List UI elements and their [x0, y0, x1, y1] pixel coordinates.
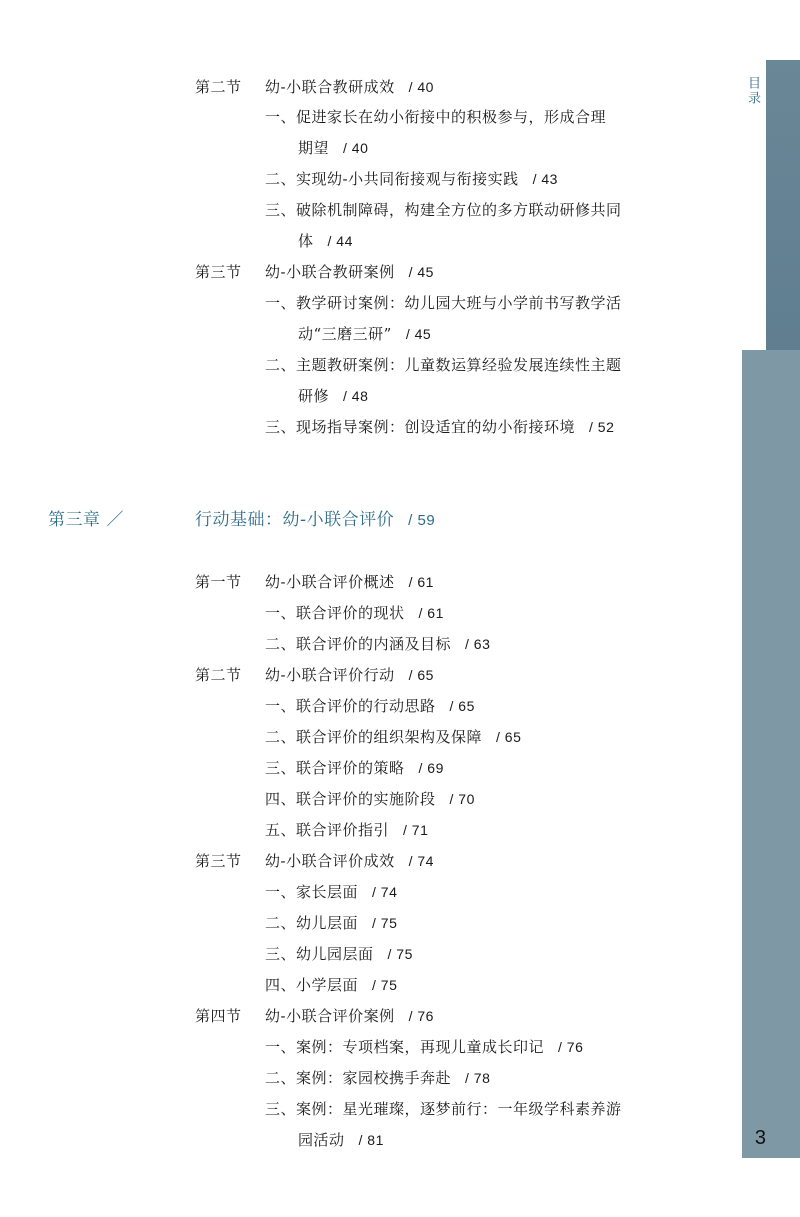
toc-item-row	[265, 974, 397, 996]
toc-page-ref: / 81	[358, 1132, 384, 1148]
toc-item-row	[265, 757, 444, 779]
toc-page-ref: / 40	[408, 79, 434, 95]
toc-entry-title: 四、小学层面	[265, 976, 359, 994]
section-label: 第四节	[195, 1007, 242, 1025]
toc-page-ref: / 75	[372, 915, 398, 931]
toc-cont-row	[298, 137, 368, 159]
toc-section-row	[195, 261, 434, 283]
toc-entry-title: 三、案例：星光璀璨，逐梦前行：一年级学科素养游	[265, 1100, 622, 1118]
section-label: 第一节	[195, 573, 242, 591]
toc-entry-title: 一、促进家长在幼小衔接中的积极参与，形成合理	[265, 108, 607, 126]
toc-entry-title: 体	[298, 232, 314, 250]
toc-entry-title: 五、联合评价指引	[265, 821, 390, 839]
toc-entry-title: 二、主题教研案例：儿童数运算经验发展连续性主题	[265, 356, 622, 374]
toc-entry-title: 二、联合评价的组织架构及保障	[265, 728, 483, 746]
toc-page-ref: / 65	[408, 667, 434, 683]
toc-item-row	[265, 1036, 583, 1058]
toc-page-ref: / 71	[403, 822, 429, 838]
toc-item-row	[265, 881, 397, 903]
toc-cont-row	[298, 1129, 384, 1151]
toc-item-row	[265, 292, 622, 314]
toc-entry-title: 园活动	[298, 1131, 345, 1149]
toc-page-ref: / 70	[449, 791, 475, 807]
toc-page-ref: / 45	[408, 264, 434, 280]
toc-entry-title: 幼-小联合评价行动	[265, 666, 395, 684]
toc-entry-title: 幼-小联合评价成效	[265, 852, 395, 870]
toc-page-ref: / 78	[465, 1070, 491, 1086]
toc-item-row	[265, 943, 413, 965]
toc-cont-row	[298, 230, 353, 252]
toc-item-row	[265, 168, 558, 190]
toc-item-row	[265, 819, 428, 841]
toc-entry-title: 二、联合评价的内涵及目标	[265, 635, 452, 653]
toc-page-ref: / 61	[408, 574, 434, 590]
toc-page-ref: / 40	[343, 140, 369, 156]
toc-item-row	[265, 416, 614, 438]
toc-page-ref: / 43	[532, 171, 558, 187]
sidebar-tab	[742, 60, 766, 350]
toc-section-row	[195, 850, 434, 872]
toc-item-row	[265, 633, 490, 655]
toc-entry-title: 研修	[298, 387, 330, 405]
toc-page-ref: / 63	[465, 636, 491, 652]
toc-page-ref: / 48	[343, 388, 369, 404]
toc-page-ref: / 75	[372, 977, 398, 993]
toc-item-row	[265, 788, 475, 810]
toc-chapter-row	[48, 509, 435, 532]
toc-entry-title: 一、教学研讨案例：幼儿园大班与小学前书写教学活	[265, 294, 622, 312]
toc-entry-title: 行动基础：幼-小联合评价	[195, 510, 395, 530]
toc-page-ref: / 69	[418, 760, 444, 776]
page-number: 3	[754, 1127, 766, 1149]
toc-entry-title: 三、现场指导案例：创设适宜的幼小衔接环境	[265, 418, 576, 436]
toc-page-ref: / 76	[558, 1039, 584, 1055]
toc-item-row	[265, 912, 397, 934]
toc-entry-title: 幼-小联合教研成效	[265, 78, 395, 96]
toc-item-row	[265, 354, 622, 376]
toc-entry-title: 一、联合评价的现状	[265, 604, 405, 622]
toc-item-row	[265, 726, 521, 748]
toc-page-ref: / 52	[589, 419, 615, 435]
toc-entry-title: 一、家长层面	[265, 883, 359, 901]
toc-cont-row	[298, 385, 368, 407]
toc-section-row	[195, 76, 434, 98]
toc-entry-title: 幼-小联合评价案例	[265, 1007, 395, 1025]
toc-page-ref: / 74	[408, 853, 434, 869]
toc-entry-title: 幼-小联合评价概述	[265, 573, 395, 591]
toc-entry-title: 一、联合评价的行动思路	[265, 697, 436, 715]
toc-item-row	[265, 602, 444, 624]
toc-page-ref: / 65	[496, 729, 522, 745]
toc-page-ref: / 75	[387, 946, 413, 962]
toc-entry-title: 二、实现幼-小共同衔接观与衔接实践	[265, 170, 519, 188]
section-label: 第二节	[195, 666, 242, 684]
chapter-sidebar	[742, 60, 800, 1158]
toc-cont-row	[298, 323, 431, 345]
toc-item-row	[265, 106, 606, 128]
toc-item-row	[265, 1098, 622, 1120]
toc-page-ref: / 76	[408, 1008, 434, 1024]
section-label: 第二节	[195, 78, 242, 96]
toc-page-ref: / 61	[418, 605, 444, 621]
toc-entry-title: 幼-小联合教研案例	[265, 263, 395, 281]
toc-entry-title: 一、案例：专项档案，再现儿童成长印记	[265, 1038, 545, 1056]
toc-page-ref: / 74	[372, 884, 398, 900]
toc-entry-title: 期望	[298, 139, 330, 157]
toc-page-ref: / 65	[449, 698, 475, 714]
toc-entry-title: 四、联合评价的实施阶段	[265, 790, 436, 808]
toc-entry-title: 二、案例：家园校携手奔赴	[265, 1069, 452, 1087]
toc-item-row	[265, 695, 475, 717]
sidebar-label: 目录	[745, 76, 760, 106]
chapter-label: 第三章 ／	[48, 510, 124, 530]
section-label: 第三节	[195, 263, 242, 281]
toc-page-ref: / 44	[327, 233, 353, 249]
toc-entry-title: 动“三磨三研”	[298, 325, 392, 343]
toc-page-ref: / 59	[408, 512, 436, 529]
toc-entry-title: 三、破除机制障碍，构建全方位的多方联动研修共同	[265, 201, 622, 219]
toc-section-row	[195, 1005, 434, 1027]
toc-entry-title: 三、幼儿园层面	[265, 945, 374, 963]
toc-entry-title: 三、联合评价的策略	[265, 759, 405, 777]
toc-item-row	[265, 1067, 490, 1089]
toc-section-row	[195, 664, 434, 686]
toc-page-ref: / 45	[405, 326, 432, 342]
toc-section-row	[195, 571, 434, 593]
toc-item-row	[265, 199, 622, 221]
section-label: 第三节	[195, 852, 242, 870]
toc-entry-title: 二、幼儿层面	[265, 914, 359, 932]
